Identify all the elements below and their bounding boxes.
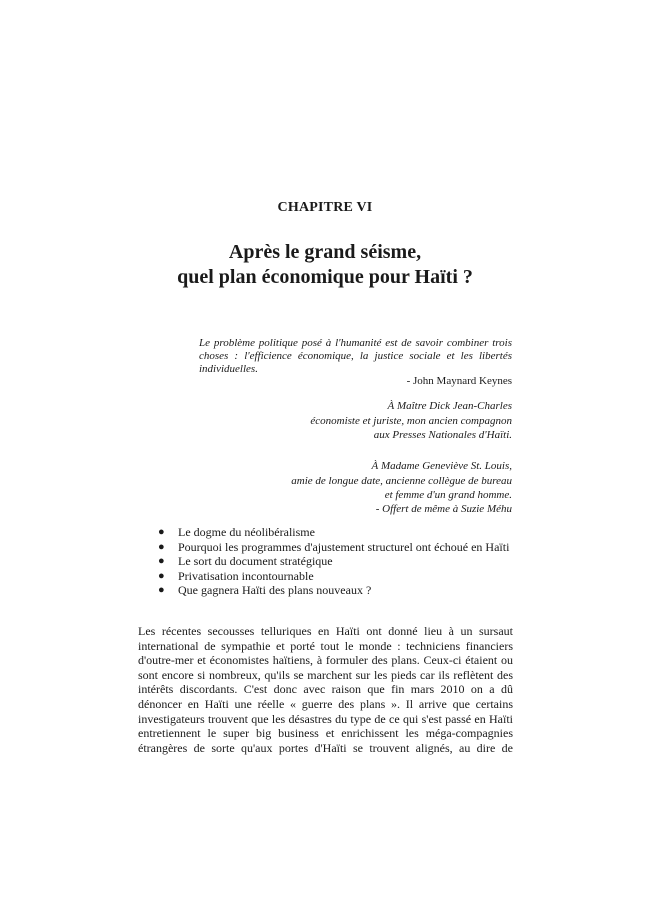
bullet-icon: ● <box>158 540 165 553</box>
dedication-line: et femme d'un grand homme. <box>384 489 512 501</box>
topic-text: Pourquoi les programmes d'ajustement structurel ont échoué en Haïti <box>178 539 510 554</box>
topic-text: Que gagnera Haïti des plans nouveaux ? <box>178 583 372 597</box>
dedication-line: À Maître Dick Jean-Charles <box>387 400 512 412</box>
body-paragraph: Les récentes secousses telluriques en Haïti ont donné lieu à un sursaut international de sympathie et porté tout le monde : techniciens financiers d'outre-mer et économistes haïtiens, à formuler des plans. Ceux-ci étaient ou sont encore si nombreux, qu'ils se marchent sur les pieds car ils reflètent des intérêts discordants. C'est donc avec raison que fin mars 2010 on a dû dénoncer en Haïti une réelle « guerre des plans ». Il arrive que certains investigateurs trouvent que les désastres du type de ce qui s'est passé en Haïti entretiennent le super big business et enrichissent les méga-compagnies étrangères de sorte qu'aux portes d'Haïti se trouvent alignés, au dire de <box>138 624 513 755</box>
dedication-2 <box>291 459 512 503</box>
epigraph-author: - John Maynard Keynes <box>406 375 512 387</box>
bullet-icon: ● <box>158 569 165 582</box>
dedication-3 <box>376 502 512 517</box>
dedication-line: amie de longue date, ancienne collègue de bureau <box>291 474 512 487</box>
topic-list <box>158 525 513 598</box>
topic-text: Le dogme du néolibéralisme <box>178 525 315 539</box>
bullet-icon: ● <box>158 555 165 567</box>
dedication-line: À Madame Geneviève St. Louis, <box>371 460 512 472</box>
bullet-icon: ● <box>158 526 165 538</box>
chapter-title <box>0 240 650 290</box>
list-item <box>158 554 513 569</box>
list-item <box>158 525 513 540</box>
epigraph-quote: Le problème politique posé à l'humanité est de savoir combiner trois choses : l'efficience économique, la justice sociale et les libertés individuelles. <box>199 337 512 375</box>
dedication-line: économiste et juriste, mon ancien compagnon <box>310 414 512 427</box>
bullet-icon: ● <box>158 584 165 596</box>
list-item <box>158 569 513 584</box>
dedication-line: aux Presses Nationales d'Haïti. <box>373 429 512 441</box>
topic-text: Privatisation incontournable <box>178 568 314 583</box>
topic-text: Le sort du document stratégique <box>178 554 333 568</box>
dedication-1 <box>310 399 512 443</box>
list-item <box>158 540 513 555</box>
dedication-line: - Offert de même à Suzie Méhu <box>375 503 512 515</box>
list-item <box>158 583 513 598</box>
chapter-title-line-2: quel plan économique pour Haïti ? <box>177 266 473 288</box>
chapter-title-line-1: Après le grand séisme, <box>228 241 422 263</box>
chapter-label: CHAPITRE VI <box>277 200 373 215</box>
